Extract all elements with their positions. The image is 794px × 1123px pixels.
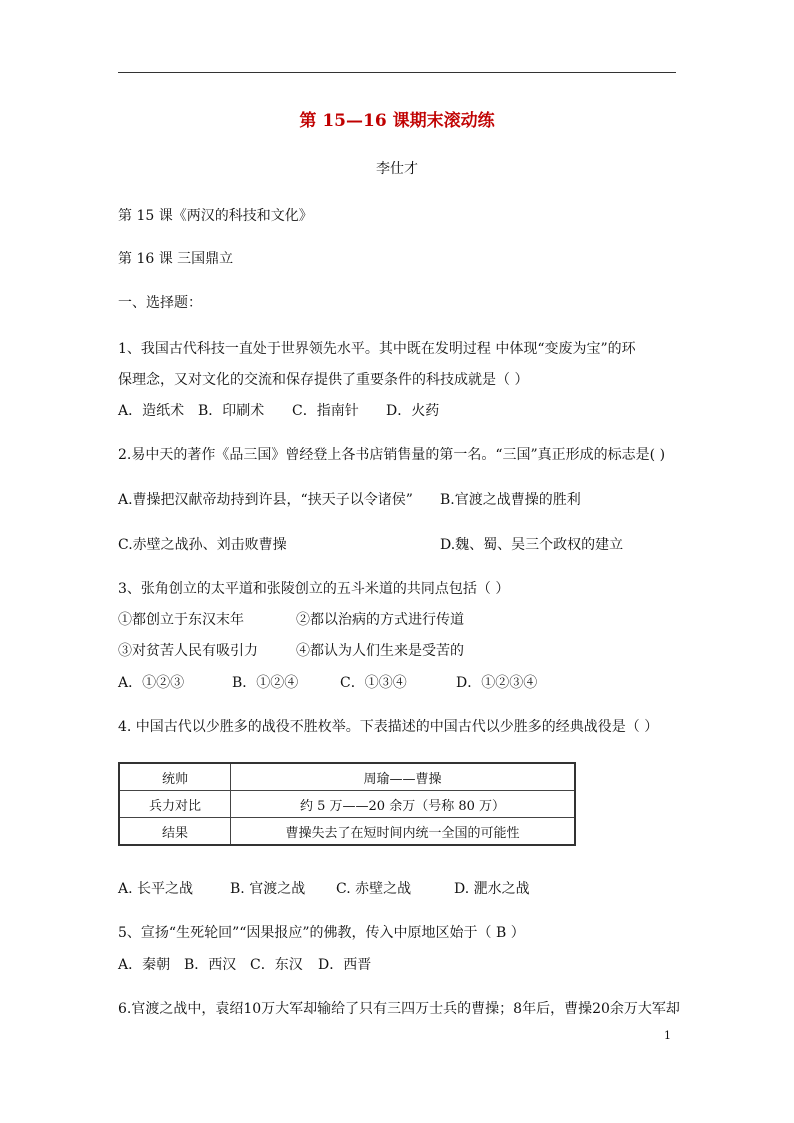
table-cell: 周瑜——曹操 <box>231 763 576 791</box>
option-a: A．秦朝 <box>118 957 171 973</box>
option-c: C. 赤壁之战 <box>336 881 412 897</box>
question-1-line-1: 1、我国古代科技一直处于世界领先水平。其中既在发明过程 中体现“变废为宝”的环 <box>118 341 636 357</box>
page-number: 1 <box>664 1029 671 1042</box>
question-4-line-1: 4. 中国古代以少胜多的战役不胜枚举。下表描述的中国古代以少胜多的经典战役是（ ） <box>118 719 659 735</box>
question-2-option-d: D.魏、蜀、吴三个政权的建立 <box>440 537 624 553</box>
question-3-item-1: ①都创立于东汉末年 <box>118 612 244 628</box>
question-6-line-1: 6.官渡之战中，袁绍10万大军却输给了只有三四万士兵的曹操；8年后，曹操20余万大军却 <box>118 1001 680 1017</box>
question-2-option-b: B.官渡之战曹操的胜利 <box>440 492 581 508</box>
table-row <box>119 763 575 791</box>
option-d: D．西晋 <box>318 957 372 973</box>
option-c: C．指南针 <box>292 403 359 419</box>
option-b: B．西汉 <box>184 957 237 973</box>
question-3-item-4: ④都认为人们生来是受苦的 <box>296 643 464 659</box>
option-b: B. 官渡之战 <box>230 881 306 897</box>
question-1-line-2: 保理念，又对文化的交流和保存提供了重要条件的科技成就是（ ） <box>118 372 529 388</box>
table-cell: 兵力对比 <box>119 791 231 818</box>
question-3-line-1: 3、张角创立的太平道和张陵创立的五斗米道的共同点包括（ ） <box>118 581 510 597</box>
question-2-option-a: A.曹操把汉献帝劫持到许县，“挟天子以令诸侯” <box>118 492 413 508</box>
question-3-item-2: ②都以治病的方式进行传道 <box>296 612 464 628</box>
question-3-item-3: ③对贫苦人民有吸引力 <box>118 643 258 659</box>
section-heading: 一、选择题： <box>118 295 202 311</box>
option-c: C．①③④ <box>340 675 407 691</box>
option-c: C．东汉 <box>250 957 303 973</box>
option-d: D. 淝水之战 <box>454 881 530 897</box>
header-rule <box>118 72 676 73</box>
table-row <box>119 818 575 846</box>
option-a: A．①②③ <box>118 675 185 691</box>
question-1-options <box>118 400 439 420</box>
question-5-options <box>118 954 371 974</box>
option-d: D．火药 <box>386 403 440 419</box>
lesson-15-heading: 第 15 课《两汉的科技和文化》 <box>118 208 313 224</box>
option-d: D．①②③④ <box>456 675 538 691</box>
option-a: A．造纸术 <box>118 403 185 419</box>
option-a: A. 长平之战 <box>118 881 194 897</box>
question-2-line-1: 2.易中天的著作《品三国》曾经登上各书店销售量的第一名。“三国”真正形成的标志是( ) <box>118 447 666 463</box>
page-title: 第 15—16 课期末滚动练 <box>299 111 495 131</box>
option-b: B．①②④ <box>232 675 299 691</box>
table-cell: 约 5 万——20 余万（号称 80 万） <box>231 791 576 818</box>
question-5-line-1: 5、宣扬“生死轮回”“因果报应”的佛教，传入中原地区始于（ B ） <box>118 925 525 941</box>
option-b: B．印刷术 <box>198 403 265 419</box>
question-4-options <box>118 878 530 898</box>
lesson-16-heading: 第 16 课 三国鼎立 <box>118 251 234 267</box>
table-cell: 结果 <box>119 818 231 846</box>
question-2-option-c: C.赤壁之战孙、刘击败曹操 <box>118 537 287 553</box>
author-name: 李仕才 <box>376 161 418 177</box>
table-cell: 统帅 <box>119 763 231 791</box>
battle-table <box>118 762 576 846</box>
table-row <box>119 791 575 818</box>
question-3-options <box>118 672 537 692</box>
table-cell: 曹操失去了在短时间内统一全国的可能性 <box>231 818 576 846</box>
